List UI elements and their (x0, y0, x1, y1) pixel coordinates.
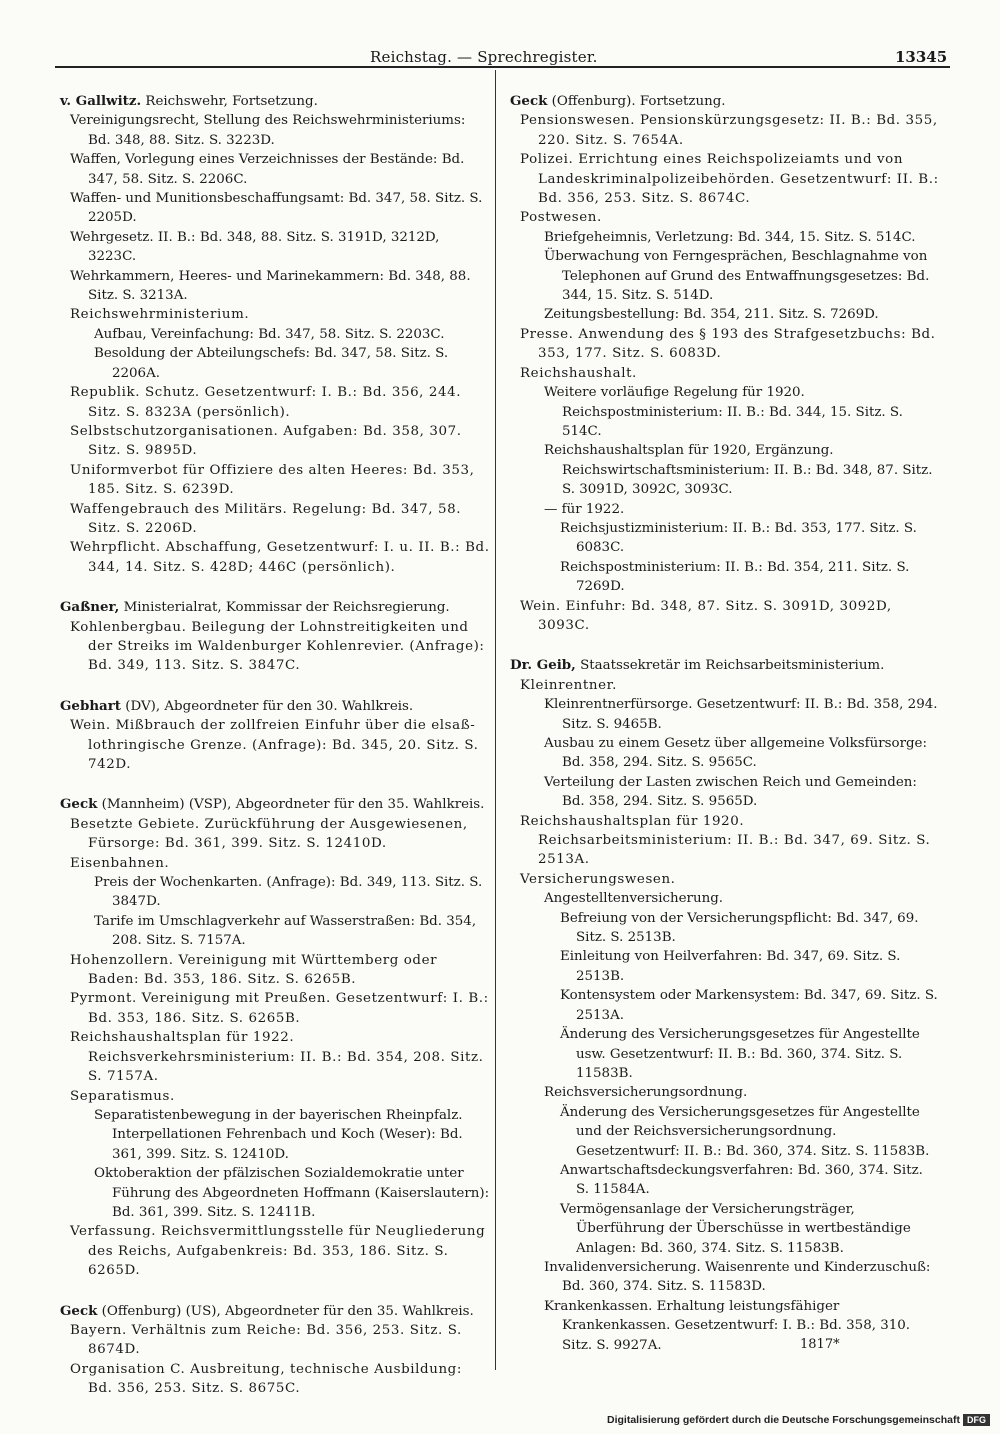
topic-reference: Reichshaushaltsplan für 1920, Ergänzung. Reichswirtschaftsministerium: II. B.: Bd. 348, 87. Sitz. S. 3091D, 3092C, 3093C. (544, 443, 933, 498)
column-divider (495, 70, 496, 1370)
topic-reference: Zeitungsbestellung: Bd. 354, 211. Sitz. S. 7269D. (544, 307, 879, 323)
topic-reference: Kontensystem oder Markensystem: Bd. 347, 69. Sitz. S. 2513A. (560, 988, 938, 1023)
entry-heading (60, 1302, 490, 1321)
left-column (60, 92, 490, 1420)
topic-heading: Bayern. Verhältnis zum Reiche: Bd. 356, 253. Sitz. S. 8674D. (70, 1322, 462, 1358)
topic-reference: Befreiung von der Versicherungspflicht: Bd. 347, 69. Sitz. S. 2513B. (560, 910, 919, 946)
speaker-name: Geck (510, 93, 548, 109)
topic-reference: Verteilung der Lasten zwischen Reich und Gemeinden: Bd. 358, 294. Sitz. S. 9565D. (544, 774, 917, 810)
footer-text: Digitalisierung gefördert durch die Deutsche Forschungsgemeinschaft (607, 1414, 960, 1426)
topic-heading: Reichshaushaltsplan für 1920. Reichsarbeitsministerium: II. B.: Bd. 347, 69. Sitz. S. 2513A. (520, 813, 931, 868)
topic-reference: Invalidenversicherung. Waisenrente und Kinderzuschuß: Bd. 360, 374. Sitz. S. 11583D. (544, 1259, 931, 1295)
register-entry (60, 697, 490, 775)
speaker-description: (Mannheim) (VSP), Abgeordneter für den 35. Wahlkreis. (101, 797, 485, 813)
topic-reference: Reichspostministerium: II. B.: Bd. 354, 211. Sitz. S. 7269D. (560, 559, 910, 595)
topic-heading: Pyrmont. Vereinigung mit Preußen. Gesetzentwurf: I. B.: Bd. 353, 186. Sitz. S. 6265B. (70, 991, 489, 1026)
topic-reference: Einleitung von Heilverfahren: Bd. 347, 69. Sitz. S. 2513B. (560, 949, 901, 984)
topic-reference: Aufbau, Vereinfachung: Bd. 347, 58. Sitz. S. 2203C. (94, 326, 445, 342)
topic-reference: Änderung des Versicherungsgesetzes für Angestellte usw. Gesetzentwurf: II. B.: Bd. 360, 374. Sitz. S. 11583B. (560, 1027, 920, 1081)
topic-heading: Pensionswesen. Pensionskürzungsgesetz: II. B.: Bd. 355, 220. Sitz. S. 7654A. (520, 113, 938, 148)
register-entry (60, 1302, 490, 1399)
topic-heading: Wein. Einfuhr: Bd. 348, 87. Sitz. S. 3091D, 3092D, 3093C. (520, 598, 892, 633)
topic-reference: Oktoberaktion der pfälzischen Sozialdemokratie unter Führung des Abgeordneten Hoffmann (Kaiserslautern): Bd. 361, 399. Sitz. S. 12411B. (94, 1166, 490, 1220)
register-entry (510, 656, 940, 1355)
speaker-name: Geck (60, 1302, 98, 1319)
register-entry (60, 92, 490, 577)
topic-heading: Separatismus. (70, 1088, 175, 1104)
topic-heading: Polizei. Errichtung eines Reichspolizeiamts und von Landeskriminalpolizeibehörden. Gesetzentwurf: II. B.: Bd. 356, 253. Sitz. S. 8674C. (520, 152, 939, 207)
topic-reference: Weitere vorläufige Regelung für 1920. Reichspostministerium: II. B.: Bd. 344, 15. Sitz. S. 514C. (544, 385, 903, 439)
topic-reference: Krankenkassen. Erhaltung leistungsfähiger Krankenkassen. Gesetzentwurf: I. B.: Bd. 358, 310. Sitz. S. 9927A. (544, 1298, 911, 1353)
running-header-title: Reichstag. — Sprechregister. (370, 48, 598, 66)
topic-reference: Angestelltenversicherung. (544, 891, 724, 907)
speaker-name: Gebhart (60, 697, 121, 714)
entry-heading (510, 656, 940, 675)
speaker-description: Reichswehr, Fortsetzung. (145, 94, 318, 109)
register-entry (60, 795, 490, 1280)
topic-reference: Ausbau zu einem Gesetz über allgemeine Volksfürsorge: Bd. 358, 294. Sitz. S. 9565C. (544, 736, 927, 771)
topic-reference: Änderung des Versicherungsgesetzes für Angestellte und der Reichsversicherungsordnung. Gesetzentwurf: II. B.: Bd. 360, 374. Sitz. S. 11583B. (560, 1104, 930, 1159)
topic-heading: Presse. Anwendung des § 193 des Strafgesetzbuchs: Bd. 353, 177. Sitz. S. 6083D. (520, 326, 936, 362)
speaker-description: (Offenburg). Fortsetzung. (551, 94, 726, 109)
topic-reference: Reichsjustizministerium: II. B.: Bd. 353, 177. Sitz. S. 6083C. (560, 520, 917, 556)
topic-heading: Kohlenbergbau. Beilegung der Lohnstreitigkeiten und der Streiks im Waldenburger Kohlenrevier. (Anfrage): Bd. 349, 113. Sitz. S. 3847C. (70, 619, 485, 674)
entry-heading (510, 92, 940, 111)
speaker-description: (Offenburg) (US), Abgeordneter für den 35. Wahlkreis. (101, 1303, 474, 1319)
topic-reference: Anwartschaftsdeckungsverfahren: Bd. 360, 374. Sitz. S. 11584A. (560, 1162, 923, 1198)
topic-reference: — für 1922. (544, 501, 625, 517)
topic-reference: Vermögensanlage der Versicherungsträger, Überführung der Überschüsse in wertbeständige Anlagen: Bd. 360, 374. Sitz. S. 11583B. (560, 1201, 911, 1256)
entry-heading (60, 795, 490, 814)
topic-heading: Organisation C. Ausbreitung, technische Ausbildung: Bd. 356, 253. Sitz. S. 8675C. (70, 1361, 462, 1397)
header-rule (55, 66, 950, 68)
dfg-logo: DFG (963, 1414, 990, 1426)
topic-heading: Reichshaushaltsplan für 1922. Reichsverkehrsministerium: II. B.: Bd. 354, 208. Sitz. S. 7157A. (70, 1030, 484, 1085)
speaker-description: Ministerialrat, Kommissar der Reichsregierung. (123, 600, 450, 616)
topic-reference: Waffen- und Munitionsbeschaffungsamt: Bd. 347, 58. Sitz. S. 2205D. (70, 191, 483, 226)
topic-heading: Wein. Mißbrauch der zollfreien Einfuhr über die elsaß-lothringische Grenze. (Anfrage): Bd. 345, 20. Sitz. S. 742D. (70, 718, 479, 772)
topic-reference: Reichsversicherungsordnung. (544, 1085, 748, 1101)
sheet-mark: 1817* (800, 1337, 840, 1352)
topic-heading: Postwesen. (520, 210, 602, 226)
entry-heading (60, 598, 490, 617)
topic-reference: Preis der Wochenkarten. (Anfrage): Bd. 349, 113. Sitz. S. 3847D. (94, 875, 483, 910)
register-entry (510, 92, 940, 635)
right-column (510, 92, 940, 1376)
topic-heading: Versicherungswesen. (520, 871, 676, 887)
speaker-name: v. Gallwitz. (60, 93, 142, 109)
topic-heading: Reichswehrministerium. (70, 307, 250, 323)
entry-heading (60, 697, 490, 716)
topic-heading: Eisenbahnen. (70, 855, 170, 871)
topic-reference: Separatistenbewegung in der bayerischen Rheinpfalz. Interpellationen Fehrenbach und Koch (Weser): Bd. 361, 399. Sitz. S. 12410D. (94, 1107, 463, 1162)
topic-reference: Besoldung der Abteilungschefs: Bd. 347, 58. Sitz. S. 2206A. (94, 346, 449, 381)
speaker-name: Dr. Geib, (510, 657, 576, 674)
footer-credit (607, 1414, 990, 1426)
topic-heading: Republik. Schutz. Gesetzentwurf: I. B.: Bd. 356, 244. Sitz. S. 8323A (persönlich). (70, 385, 462, 420)
entry-heading (60, 92, 490, 111)
speaker-description: (DV), Abgeordneter für den 30. Wahlkreis. (125, 698, 414, 714)
topic-heading: Reichshaushalt. (520, 365, 637, 381)
topic-reference: Kleinrentnerfürsorge. Gesetzentwurf: II. B.: Bd. 358, 294. Sitz. S. 9465B. (544, 697, 938, 732)
topic-reference: Vereinigungsrecht, Stellung des Reichswehrministeriums: Bd. 348, 88. Sitz. S. 3223D. (70, 113, 466, 148)
page-number: 13345 (895, 48, 948, 66)
register-entry (60, 598, 490, 676)
topic-heading: Kleinrentner. (520, 677, 617, 693)
speaker-name: Gaßner, (60, 599, 120, 616)
topic-reference: Waffen, Vorlegung eines Verzeichnisses der Bestände: Bd. 347, 58. Sitz. S. 2206C. (70, 152, 465, 187)
topic-reference: Überwachung von Ferngesprächen, Beschlagnahme von Telephonen auf Grund des Entwaffnungsgesetzes: Bd. 344, 15. Sitz. S. 514D. (544, 249, 930, 304)
topic-heading: Wehrpflicht. Abschaffung, Gesetzentwurf: I. u. II. B.: Bd. 344, 14. Sitz. S. 428D; 446C (persönlich). (70, 540, 490, 575)
topic-heading: Hohenzollern. Vereinigung mit Württemberg oder Baden: Bd. 353, 186. Sitz. S. 6265B. (70, 952, 438, 988)
speaker-description: Staatssekretär im Reichsarbeitsministerium. (580, 658, 885, 674)
topic-heading: Waffengebrauch des Militärs. Regelung: Bd. 347, 58. Sitz. S. 2206D. (70, 501, 462, 536)
topic-reference: Briefgeheimnis, Verletzung: Bd. 344, 15. Sitz. S. 514C. (544, 229, 916, 245)
topic-heading: Uniformverbot für Offiziere des alten Heeres: Bd. 353, 185. Sitz. S. 6239D. (70, 462, 475, 498)
topic-reference: Wehrgesetz. II. B.: Bd. 348, 88. Sitz. S. 3191D, 3212D, 3223C. (70, 229, 440, 265)
topic-heading: Verfassung. Reichsvermittlungsstelle für Neugliederung des Reichs, Aufgabenkreis: Bd. 353, 186. Sitz. S. 6265D. (70, 1224, 486, 1279)
topic-reference: Tarife im Umschlagverkehr auf Wasserstraßen: Bd. 354, 208. Sitz. S. 7157A. (94, 913, 477, 949)
topic-heading: Selbstschutzorganisationen. Aufgaben: Bd. 358, 307. Sitz. S. 9895D. (70, 423, 462, 459)
speaker-name: Geck (60, 796, 98, 813)
topic-reference: Wehrkammern, Heeres- und Marinekammern: Bd. 348, 88. Sitz. S. 3213A. (70, 268, 471, 304)
topic-heading: Besetzte Gebiete. Zurückführung der Ausgewiesenen, Fürsorge: Bd. 361, 399. Sitz. S. 12410D. (70, 816, 468, 852)
